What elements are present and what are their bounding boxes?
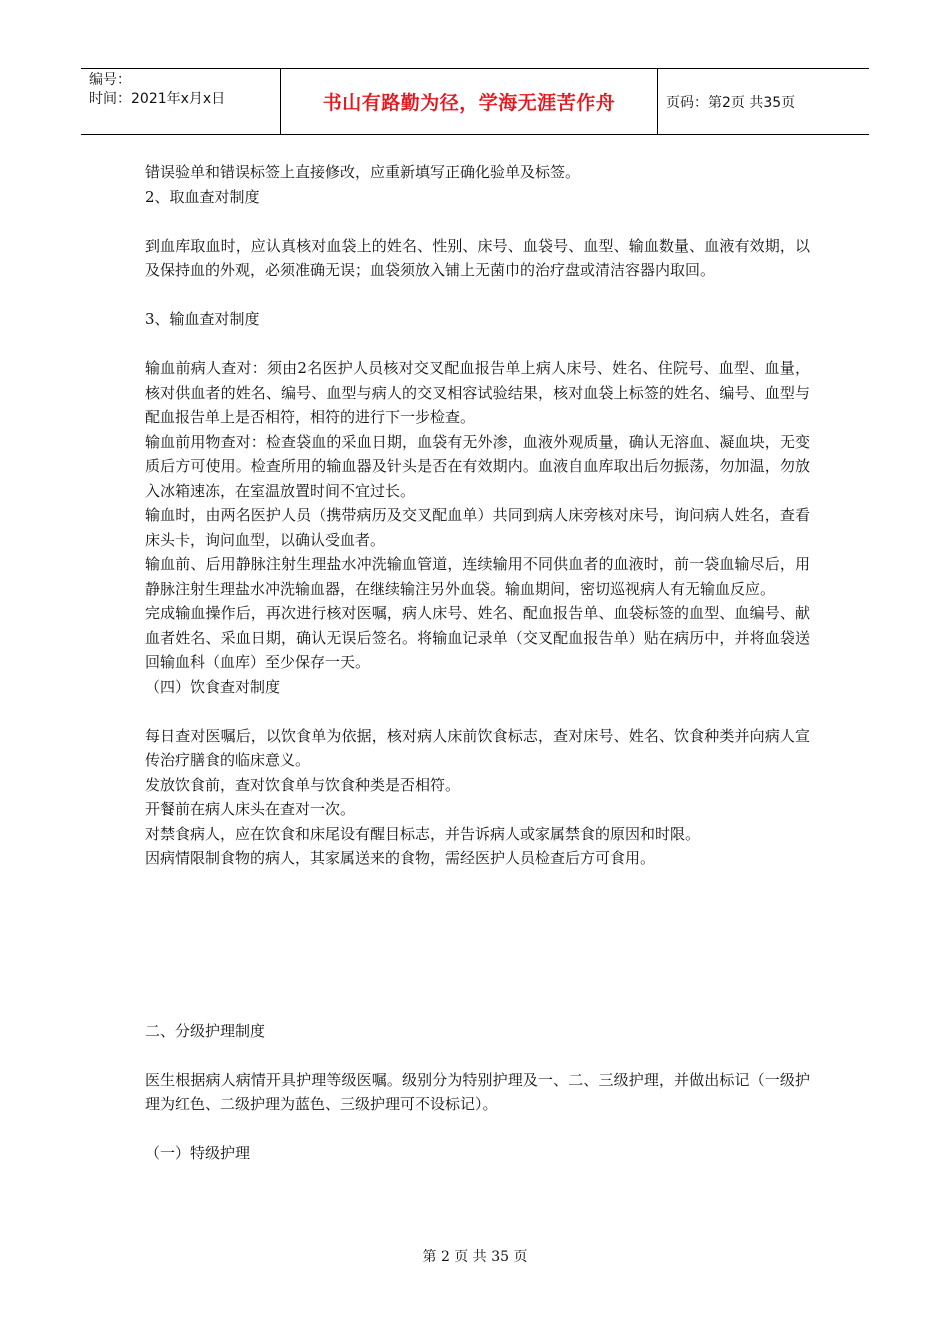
paragraph: 完成输血操作后，再次进行核对医嘱，病人床号、姓名、配血报告单、血袋标签的血型、血编号、献血者姓名、采血日期，确认无误后签名。将输血记录单（交叉配血报告单）贴在病历中，并将血袋送回输血科（血库）至少保存一天。 <box>145 604 810 671</box>
paragraph: 因病情限制食物的病人，其家属送来的食物，需经医护人员检查后方可食用。 <box>145 849 656 867</box>
paragraph: 输血前用物查对：检查袋血的采血日期，血袋有无外渗，血液外观质量，确认无溶血、凝血块，无变质后方可使用。检查所用的输血器及针头是否在有效期内。血液自血库取出后勿振荡，勿加温，勿放入冰箱速冻，在室温放置时间不宜过长。 <box>145 432 810 500</box>
page-header <box>81 68 869 135</box>
header-motto: 书山有路勤为径，学海无涯苦作舟 <box>281 69 658 134</box>
header-page-number: 页码：第2页 共35页 <box>666 94 796 111</box>
section-heading: 3、输血查对制度 <box>145 310 260 328</box>
document-time: 时间：2021年x月x日 <box>89 91 226 107</box>
paragraph: 对禁食病人，应在饮食和床尾设有醒目标志，并告诉病人或家属禁食的原因和时限。 <box>145 824 701 843</box>
paragraph: 每日查对医嘱后，以饮食单为依据，核对病人床前饮食标志，查对床号、姓名、饮食种类并向病人宣传治疗膳食的临床意义。 <box>145 726 810 769</box>
section-heading: 2、取血查对制度 <box>145 187 260 206</box>
document-body <box>145 160 810 1166</box>
paragraph: 输血时，由两名医护人员（携带病历及交叉配血单）共同到病人床旁核对床号，询问病人姓名，查看床头卡，询问血型，以确认受血者。 <box>145 506 810 549</box>
paragraph: 发放饮食前，查对饮食单与饮食种类是否相符。 <box>145 775 461 794</box>
document-number: 编号： <box>89 72 131 88</box>
paragraph: 输血前病人查对：须由2名医护人员核对交叉配血报告单上病人床号、姓名、住院号、血型、血量，核对供血者的姓名、编号、血型与病人的交叉相容试验结果，核对血袋上标签的姓名、编号、血型与配血报告单上是否相符，相符的进行下一步检查。 <box>145 359 810 426</box>
header-meta <box>81 69 281 134</box>
paragraph: 错误验单和错误标签上直接修改，应重新填写正确化验单及标签。 <box>145 163 581 181</box>
paragraph: 开餐前在病人床头在查对一次。 <box>145 800 356 818</box>
paragraph: 到血库取血时，应认真核对血袋上的姓名、性别、床号、血袋号、血型、输血数量、血液有效期，以及保持血的外观，必须准确无误；血袋须放入铺上无菌巾的治疗盘或清洁容器内取回。 <box>145 236 810 279</box>
paragraph: 输血前、后用静脉注射生理盐水冲洗输血管道，连续输用不同供血者的血液时，前一袋血输尽后，用静脉注射生理盐水冲洗输血器，在继续输注另外血袋。输血期间，密切巡视病人有无输血反应。 <box>145 555 810 598</box>
section-heading: （四）饮食查对制度 <box>145 677 281 696</box>
page-footer: 第 2 页 共 35 页 <box>422 1249 528 1265</box>
section-heading: （一）特级护理 <box>145 1144 251 1162</box>
section-heading: 二、分级护理制度 <box>145 1021 266 1040</box>
paragraph: 医生根据病人病情开具护理等级医嘱。级别分为特别护理及一、二、三级护理，并做出标记（一级护理为红色、二级护理为蓝色、三级护理可不设标记）。 <box>145 1070 810 1113</box>
